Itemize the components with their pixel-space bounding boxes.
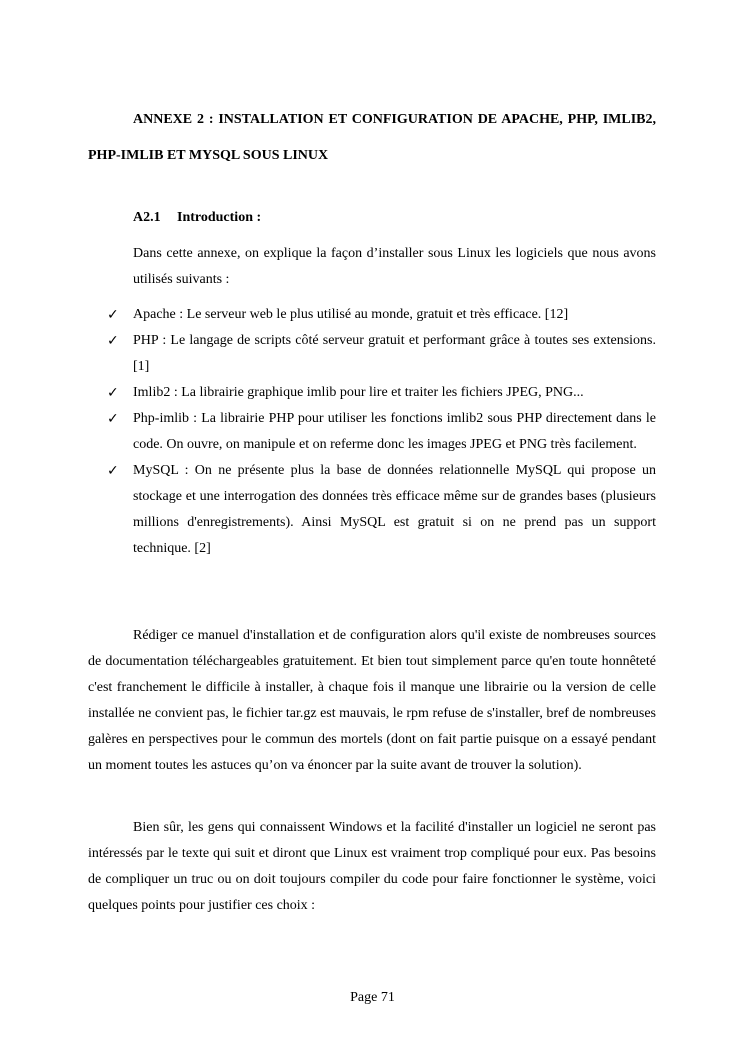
annex-title: ANNEXE 2 : INSTALLATION ET CONFIGURATION DE APACHE, PHP, IMLIB2, PHP-IMLIB ET MYSQL SOUS LINUX bbox=[88, 112, 656, 163]
checkmark-icon: ✓ bbox=[107, 411, 119, 427]
checkmark-icon: ✓ bbox=[107, 333, 119, 349]
list-item-text: Php-imlib : La librairie PHP pour utiliser les fonctions imlib2 sous PHP directement dans le code. On ouvre, on manipule et on referme donc les images JPEG et PNG très facilement. bbox=[133, 411, 656, 452]
section-number: A2.1 bbox=[133, 210, 161, 225]
list-item-text: Imlib2 : La librairie graphique imlib pour lire et traiter les fichiers JPEG, PNG... bbox=[133, 385, 584, 400]
list-item-text: Apache : Le serveur web le plus utilisé au monde, gratuit et très efficace. [12] bbox=[133, 307, 569, 322]
list-item bbox=[97, 406, 656, 458]
software-list bbox=[97, 302, 656, 562]
checkmark-icon: ✓ bbox=[107, 307, 119, 323]
list-item-text: PHP : Le langage de scripts côté serveur gratuit et performant grâce à toutes ses extensions. [1] bbox=[133, 333, 656, 374]
body-paragraph: Bien sûr, les gens qui connaissent Windows et la facilité d'installer un logiciel ne seront pas intéressés par le texte qui suit et diront que Linux est vraiment trop compliqué pour eux. Pas besoins de compliquer un truc ou on doit toujours compiler du code pour faire fonctionner le système, voici quelques points pour justifier ces choix : bbox=[88, 820, 656, 913]
page-number: Page 71 bbox=[350, 990, 395, 1005]
list-item bbox=[97, 458, 656, 562]
list-item bbox=[97, 380, 656, 406]
section-title: Introduction : bbox=[177, 210, 262, 225]
list-item-text: MySQL : On ne présente plus la base de données relationnelle MySQL qui propose un stockage et une interrogation des données très efficace même sur de grandes bases (plusieurs millions d'enregistrements). Ainsi MySQL est gratuit si on ne prend pas un support technique. [2] bbox=[133, 463, 656, 556]
checkmark-icon: ✓ bbox=[107, 385, 119, 401]
body-paragraph: Rédiger ce manuel d'installation et de configuration alors qu'il existe de nombreuses sources de documentation téléchargeables gratuitement. Et bien tout simplement parce qu'en toute honnêteté c'est franchement le difficile à installer, à chaque fois il manque une librairie ou la version de celle installée ne convient pas, le fichier tar.gz est mauvais, le rpm refuse de s'installer, bref de nombreuses galères en perspectives pour le commun des mortels (dont on fait partie puisque on a essayé pendant un moment toutes les astuces qu’on va énoncer par la suite avant de trouver la solution). bbox=[88, 628, 656, 773]
section-heading bbox=[133, 208, 261, 228]
checkmark-icon: ✓ bbox=[107, 463, 119, 479]
intro-paragraph: Dans cette annexe, on explique la façon d’installer sous Linux les logiciels que nous avons utilisés suivants : bbox=[133, 246, 656, 287]
list-item bbox=[97, 328, 656, 380]
list-item bbox=[97, 302, 656, 328]
